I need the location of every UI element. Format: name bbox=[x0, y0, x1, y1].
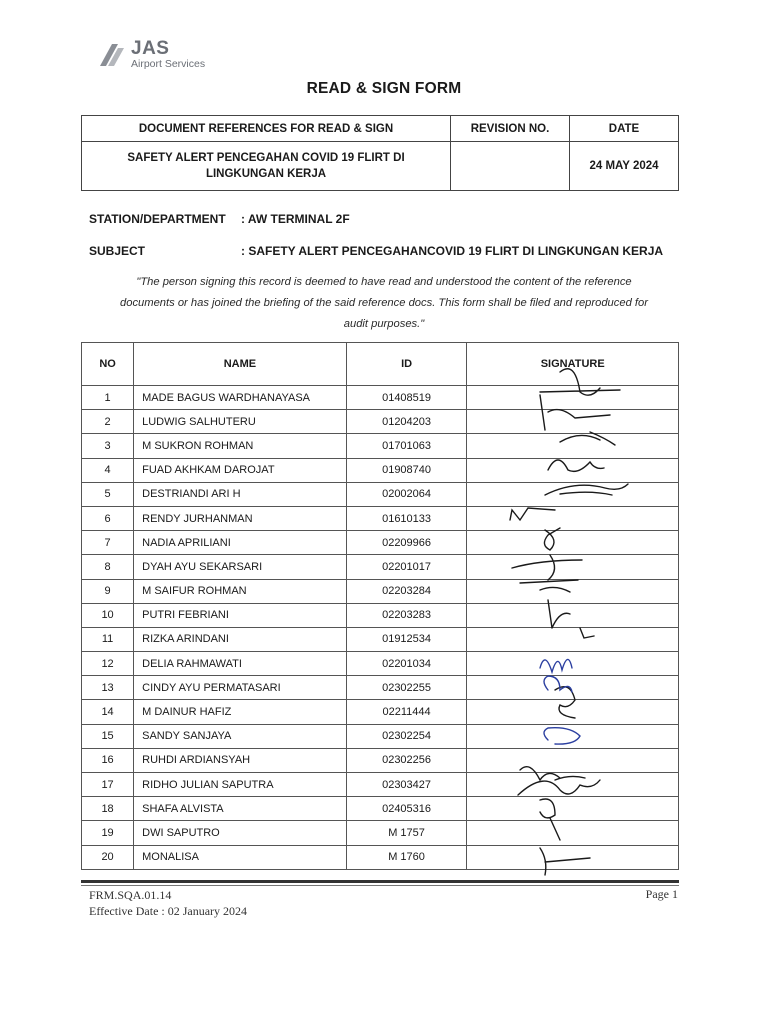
row-id: 02302255 bbox=[346, 676, 467, 700]
row-name: DWI SAPUTRO bbox=[134, 821, 347, 845]
row-signature bbox=[467, 627, 679, 651]
station-value: : AW TERMINAL 2F bbox=[241, 212, 350, 226]
row-signature bbox=[467, 458, 679, 482]
row-id: 02211444 bbox=[346, 700, 467, 724]
form-title: READ & SIGN FORM bbox=[306, 80, 462, 97]
statement-line3: audit purposes." bbox=[343, 318, 425, 330]
row-id: 02405316 bbox=[346, 797, 467, 821]
row-id: 01701063 bbox=[346, 434, 467, 458]
row-signature bbox=[467, 482, 679, 506]
footer-info bbox=[89, 887, 247, 919]
row-no: 6 bbox=[82, 506, 134, 530]
row-signature bbox=[467, 410, 679, 434]
table-row bbox=[82, 797, 679, 821]
row-name: SANDY SANJAYA bbox=[134, 724, 347, 748]
row-id: 02203284 bbox=[346, 579, 467, 603]
ref-header-date: DATE bbox=[570, 116, 679, 142]
row-name: PUTRI FEBRIANI bbox=[134, 603, 347, 627]
row-signature bbox=[467, 748, 679, 772]
footer-rule bbox=[81, 880, 679, 883]
row-signature bbox=[467, 821, 679, 845]
table-row bbox=[82, 410, 679, 434]
row-no: 15 bbox=[82, 724, 134, 748]
row-no: 17 bbox=[82, 773, 134, 797]
ref-document-line2: LINGKUNGAN KERJA bbox=[205, 168, 327, 180]
effective-date: Effective Date : 02 January 2024 bbox=[89, 904, 248, 918]
row-no: 3 bbox=[82, 434, 134, 458]
row-id: 01408519 bbox=[346, 386, 467, 410]
table-row bbox=[82, 506, 679, 530]
row-id: 02203283 bbox=[346, 603, 467, 627]
row-signature bbox=[467, 676, 679, 700]
table-row bbox=[82, 603, 679, 627]
row-id: 02201017 bbox=[346, 555, 467, 579]
logo-subtitle: Airport Services bbox=[131, 58, 206, 70]
row-id: 02209966 bbox=[346, 531, 467, 555]
row-signature bbox=[467, 506, 679, 530]
row-name: DELIA RAHMAWATI bbox=[134, 652, 347, 676]
sign-header-no: NO bbox=[82, 343, 134, 386]
row-no: 20 bbox=[82, 845, 134, 869]
table-row bbox=[82, 434, 679, 458]
statement-line2: documents or has joined the briefing of the said reference docs. This form shall be filed and reproduced for bbox=[120, 297, 648, 309]
row-signature bbox=[467, 603, 679, 627]
table-row bbox=[82, 555, 679, 579]
row-id: 01912534 bbox=[346, 627, 467, 651]
row-no: 16 bbox=[82, 748, 134, 772]
row-id: 01908740 bbox=[346, 458, 467, 482]
row-signature bbox=[467, 652, 679, 676]
row-signature bbox=[467, 531, 679, 555]
table-row bbox=[82, 531, 679, 555]
ref-document-cell bbox=[82, 142, 451, 191]
row-no: 4 bbox=[82, 458, 134, 482]
table-row bbox=[82, 821, 679, 845]
sign-table-body bbox=[82, 386, 679, 870]
row-no: 1 bbox=[82, 386, 134, 410]
row-no: 2 bbox=[82, 410, 134, 434]
row-name: M DAINUR HAFIZ bbox=[134, 700, 347, 724]
jas-logo bbox=[98, 40, 205, 70]
row-id: 02302254 bbox=[346, 724, 467, 748]
row-no: 7 bbox=[82, 531, 134, 555]
row-signature bbox=[467, 555, 679, 579]
row-id: 01204203 bbox=[346, 410, 467, 434]
sign-table bbox=[81, 342, 679, 870]
row-signature bbox=[467, 579, 679, 603]
table-row bbox=[82, 773, 679, 797]
row-signature bbox=[467, 773, 679, 797]
reference-table bbox=[81, 115, 679, 191]
row-name: RIZKA ARINDANI bbox=[134, 627, 347, 651]
row-name: DYAH AYU SEKARSARI bbox=[134, 555, 347, 579]
station-line bbox=[89, 212, 350, 226]
row-id: 02201034 bbox=[346, 652, 467, 676]
logo-name: JAS bbox=[131, 38, 170, 59]
row-name: RENDY JURHANMAN bbox=[134, 506, 347, 530]
row-no: 9 bbox=[82, 579, 134, 603]
row-signature bbox=[467, 434, 679, 458]
row-name: M SUKRON ROHMAN bbox=[134, 434, 347, 458]
row-no: 8 bbox=[82, 555, 134, 579]
row-id: M 1760 bbox=[346, 845, 467, 869]
row-signature bbox=[467, 845, 679, 869]
row-signature bbox=[467, 797, 679, 821]
table-row bbox=[82, 748, 679, 772]
row-signature bbox=[467, 386, 679, 410]
row-id: 01610133 bbox=[346, 506, 467, 530]
row-no: 5 bbox=[82, 482, 134, 506]
row-no: 19 bbox=[82, 821, 134, 845]
row-id: M 1757 bbox=[346, 821, 467, 845]
station-label: STATION/DEPARTMENT bbox=[89, 212, 226, 226]
subject-label: SUBJECT bbox=[89, 244, 146, 258]
row-no: 13 bbox=[82, 676, 134, 700]
row-signature bbox=[467, 700, 679, 724]
sign-header-signature: SIGNATURE bbox=[467, 343, 679, 386]
row-name: SHAFA ALVISTA bbox=[134, 797, 347, 821]
row-name: RIDHO JULIAN SAPUTRA bbox=[134, 773, 347, 797]
ref-date-cell: 24 MAY 2024 bbox=[570, 142, 679, 191]
table-row bbox=[82, 482, 679, 506]
row-signature bbox=[467, 724, 679, 748]
table-row bbox=[82, 458, 679, 482]
jas-logo-icon bbox=[98, 42, 126, 68]
table-row bbox=[82, 676, 679, 700]
row-no: 14 bbox=[82, 700, 134, 724]
row-name: MONALISA bbox=[134, 845, 347, 869]
row-id: 02002064 bbox=[346, 482, 467, 506]
row-id: 02302256 bbox=[346, 748, 467, 772]
row-no: 12 bbox=[82, 652, 134, 676]
row-id: 02303427 bbox=[346, 773, 467, 797]
table-row bbox=[82, 845, 679, 869]
sign-header-name: NAME bbox=[134, 343, 347, 386]
table-row bbox=[82, 652, 679, 676]
table-row bbox=[82, 386, 679, 410]
row-name: NADIA APRILIANI bbox=[134, 531, 347, 555]
table-row bbox=[82, 579, 679, 603]
subject-value: : SAFETY ALERT PENCEGAHANCOVID 19 FLIRT DI LINGKUNGAN KERJA bbox=[241, 244, 664, 258]
ref-header-revision: REVISION NO. bbox=[451, 116, 570, 142]
table-row bbox=[82, 724, 679, 748]
row-name: RUHDI ARDIANSYAH bbox=[134, 748, 347, 772]
row-name: LUDWIG SALHUTERU bbox=[134, 410, 347, 434]
row-name: FUAD AKHKAM DAROJAT bbox=[134, 458, 347, 482]
row-name: DESTRIANDI ARI H bbox=[134, 482, 347, 506]
ref-header-document: DOCUMENT REFERENCES FOR READ & SIGN bbox=[82, 116, 451, 142]
footer-rule-thin bbox=[81, 885, 679, 886]
sign-header-id: ID bbox=[346, 343, 467, 386]
row-name: CINDY AYU PERMATASARI bbox=[134, 676, 347, 700]
declaration-statement bbox=[90, 272, 678, 335]
page-number: Page 1 bbox=[645, 887, 678, 901]
row-no: 11 bbox=[82, 627, 134, 651]
row-name: MADE BAGUS WARDHANAYASA bbox=[134, 386, 347, 410]
statement-line1: "The person signing this record is deemed to have read and understood the content of the reference bbox=[136, 276, 632, 288]
table-row bbox=[82, 700, 679, 724]
ref-document-line1: SAFETY ALERT PENCEGAHAN COVID 19 FLIRT DI bbox=[127, 152, 405, 164]
table-row bbox=[82, 627, 679, 651]
row-no: 10 bbox=[82, 603, 134, 627]
ref-revision-cell bbox=[451, 142, 570, 191]
subject-line bbox=[89, 244, 663, 258]
form-code: FRM.SQA.01.14 bbox=[89, 888, 172, 902]
row-no: 18 bbox=[82, 797, 134, 821]
row-name: M SAIFUR ROHMAN bbox=[134, 579, 347, 603]
